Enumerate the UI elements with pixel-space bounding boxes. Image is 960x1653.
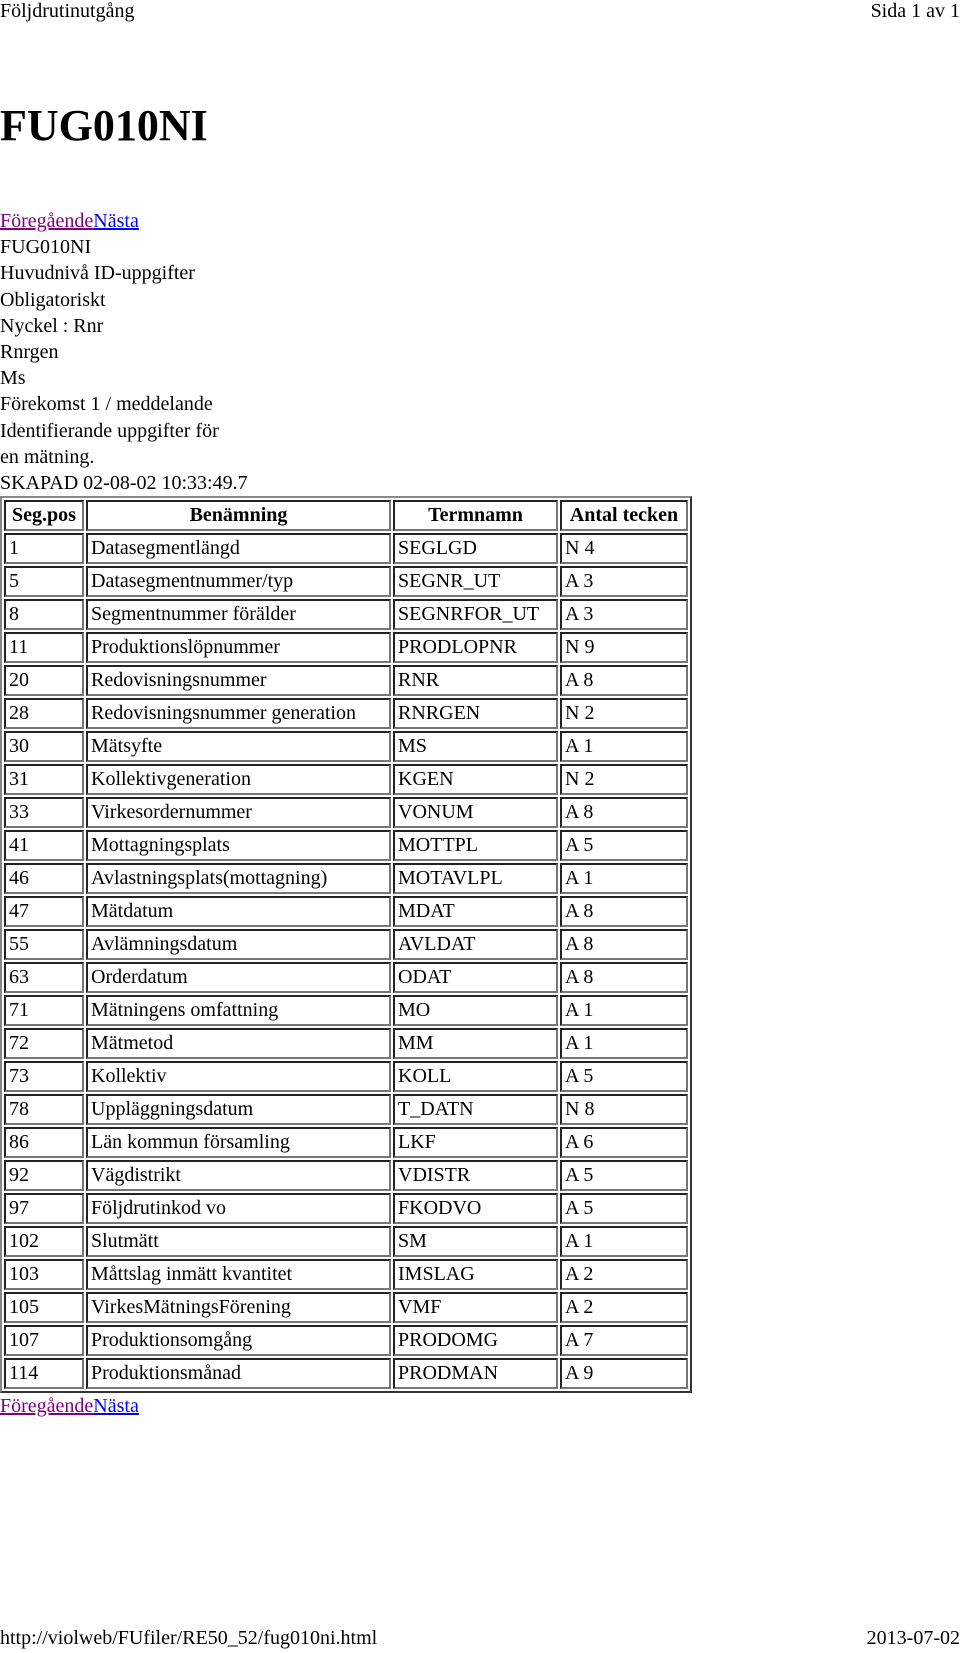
next-link[interactable]: Nästa — [93, 210, 139, 232]
cell-length: N 8 — [560, 1094, 688, 1125]
cell-name: VirkesMätningsFörening — [86, 1292, 391, 1323]
top-nav — [0, 208, 960, 234]
cell-name: Segmentnummer förälder — [86, 599, 391, 630]
table-row — [4, 1193, 688, 1224]
cell-segpos: 46 — [4, 863, 84, 894]
cell-term: MOTTPL — [393, 830, 558, 861]
cell-length: A 9 — [560, 1358, 688, 1389]
table-row — [4, 962, 688, 993]
info-line: Obligatoriskt — [0, 288, 106, 311]
cell-length: A 8 — [560, 896, 688, 927]
cell-length: A 1 — [560, 995, 688, 1026]
cell-length: A 2 — [560, 1292, 688, 1323]
cell-term: VONUM — [393, 797, 558, 828]
cell-length: A 3 — [560, 599, 688, 630]
table-row — [4, 995, 688, 1026]
cell-segpos: 86 — [4, 1127, 84, 1158]
main-content — [0, 208, 960, 1419]
cell-name: Mätmetod — [86, 1028, 391, 1059]
cell-name: Kollektivgeneration — [86, 764, 391, 795]
cell-name: Virkesordernummer — [86, 797, 391, 828]
cell-segpos: 1 — [4, 533, 84, 564]
cell-segpos: 78 — [4, 1094, 84, 1125]
cell-term: MM — [393, 1028, 558, 1059]
cell-term: MS — [393, 731, 558, 762]
cell-term: IMSLAG — [393, 1259, 558, 1290]
table-row — [4, 1259, 688, 1290]
cell-segpos: 11 — [4, 632, 84, 663]
cell-name: Datasegmentnummer/typ — [86, 566, 391, 597]
cell-name: Avlämningsdatum — [86, 929, 391, 960]
cell-length: A 8 — [560, 929, 688, 960]
cell-length: A 1 — [560, 1226, 688, 1257]
cell-length: A 5 — [560, 1061, 688, 1092]
cell-name: Produktionslöpnummer — [86, 632, 391, 663]
table-row — [4, 1127, 688, 1158]
cell-name: Slutmätt — [86, 1226, 391, 1257]
cell-name: Produktionsmånad — [86, 1358, 391, 1389]
column-header-name: Benämning — [86, 500, 391, 531]
info-line: Förekomst 1 / meddelande — [0, 393, 213, 416]
cell-name: Redovisningsnummer — [86, 665, 391, 696]
info-line: Identifierande uppgifter för — [0, 419, 219, 442]
cell-segpos: 47 — [4, 896, 84, 927]
cell-name: Måttslag inmätt kvantitet — [86, 1259, 391, 1290]
cell-term: SEGNR_UT — [393, 566, 558, 597]
table-row — [4, 1061, 688, 1092]
cell-segpos: 72 — [4, 1028, 84, 1059]
cell-length: A 1 — [560, 731, 688, 762]
cell-length: A 5 — [560, 1160, 688, 1191]
table-row — [4, 764, 688, 795]
column-header-term: Termnamn — [393, 500, 558, 531]
cell-segpos: 92 — [4, 1160, 84, 1191]
table-row — [4, 929, 688, 960]
cell-term: MOTAVLPL — [393, 863, 558, 894]
cell-length: N 2 — [560, 698, 688, 729]
table-row — [4, 533, 688, 564]
cell-term: FKODVO — [393, 1193, 558, 1224]
cell-segpos: 114 — [4, 1358, 84, 1389]
table-row — [4, 632, 688, 663]
cell-term: PRODLOPNR — [393, 632, 558, 663]
cell-name: Avlastningsplats(mottagning) — [86, 863, 391, 894]
cell-term: PRODMAN — [393, 1358, 558, 1389]
cell-length: A 1 — [560, 863, 688, 894]
page-header — [0, 0, 960, 24]
cell-segpos: 55 — [4, 929, 84, 960]
cell-segpos: 73 — [4, 1061, 84, 1092]
cell-segpos: 103 — [4, 1259, 84, 1290]
cell-name: Mottagningsplats — [86, 830, 391, 861]
cell-term: SEGLGD — [393, 533, 558, 564]
cell-length: A 8 — [560, 797, 688, 828]
cell-term: ODAT — [393, 962, 558, 993]
info-line: Ms — [0, 367, 26, 390]
table-row — [4, 566, 688, 597]
cell-term: T_DATN — [393, 1094, 558, 1125]
cell-term: VDISTR — [393, 1160, 558, 1191]
cell-name: Län kommun församling — [86, 1127, 391, 1158]
table-row — [4, 1028, 688, 1059]
page-footer — [0, 1627, 960, 1651]
cell-length: A 8 — [560, 665, 688, 696]
cell-segpos: 33 — [4, 797, 84, 828]
next-link-bottom[interactable]: Nästa — [93, 1395, 139, 1418]
cell-segpos: 31 — [4, 764, 84, 795]
table-row — [4, 1160, 688, 1191]
table-row — [4, 1358, 688, 1389]
cell-name: Vägdistrikt — [86, 1160, 391, 1191]
cell-length: N 2 — [560, 764, 688, 795]
cell-segpos: 8 — [4, 599, 84, 630]
cell-term: KGEN — [393, 764, 558, 795]
cell-term: SM — [393, 1226, 558, 1257]
cell-length: A 7 — [560, 1325, 688, 1356]
table-body — [4, 533, 688, 1389]
cell-segpos: 105 — [4, 1292, 84, 1323]
cell-name: Följdrutinkod vo — [86, 1193, 391, 1224]
table-row — [4, 665, 688, 696]
cell-name: Mätningens omfattning — [86, 995, 391, 1026]
info-line: Rnrgen — [0, 341, 59, 364]
info-line: FUG010NI — [0, 236, 92, 259]
cell-term: KOLL — [393, 1061, 558, 1092]
cell-segpos: 20 — [4, 665, 84, 696]
table-row — [4, 698, 688, 729]
table-header-row — [4, 500, 688, 531]
cell-length: A 6 — [560, 1127, 688, 1158]
cell-segpos: 28 — [4, 698, 84, 729]
cell-term: MDAT — [393, 896, 558, 927]
header-doc-title: Följdrutinutgång — [0, 0, 135, 22]
segment-table — [0, 496, 692, 1393]
prev-link[interactable]: Föregående — [0, 210, 94, 232]
cell-name: Produktionsomgång — [86, 1325, 391, 1356]
cell-name: Kollektiv — [86, 1061, 391, 1092]
table-row — [4, 599, 688, 630]
bottom-nav — [0, 1393, 960, 1419]
table-row — [4, 1325, 688, 1356]
prev-link-bottom[interactable]: Föregående — [0, 1395, 94, 1418]
table-row — [4, 896, 688, 927]
page-title: FUG010NI — [0, 101, 208, 150]
cell-segpos: 63 — [4, 962, 84, 993]
table-row — [4, 830, 688, 861]
cell-segpos: 107 — [4, 1325, 84, 1356]
info-block — [0, 234, 960, 496]
cell-segpos: 41 — [4, 830, 84, 861]
cell-length: A 1 — [560, 1028, 688, 1059]
cell-segpos: 5 — [4, 566, 84, 597]
table-row — [4, 797, 688, 828]
cell-length: A 2 — [560, 1259, 688, 1290]
cell-term: RNR — [393, 665, 558, 696]
cell-term: MO — [393, 995, 558, 1026]
column-header-length: Antal tecken — [560, 500, 688, 531]
table-row — [4, 1094, 688, 1125]
info-line: SKAPAD 02-08-02 10:33:49.7 — [0, 472, 248, 495]
column-header-segpos: Seg.pos — [4, 500, 84, 531]
cell-term: LKF — [393, 1127, 558, 1158]
cell-name: Uppläggningsdatum — [86, 1094, 391, 1125]
cell-term: SEGNRFOR_UT — [393, 599, 558, 630]
cell-length: A 5 — [560, 1193, 688, 1224]
header-page-number: Sida 1 av 1 — [870, 0, 960, 22]
cell-segpos: 97 — [4, 1193, 84, 1224]
cell-length: A 3 — [560, 566, 688, 597]
cell-segpos: 71 — [4, 995, 84, 1026]
table-row — [4, 1292, 688, 1323]
footer-url: http://violweb/FUfiler/RE50_52/fug010ni.html — [0, 1627, 378, 1649]
info-line: en mätning. — [0, 445, 95, 468]
info-line: Huvudnivå ID-uppgifter — [0, 262, 195, 285]
cell-name: Mätsyfte — [86, 731, 391, 762]
cell-name: Redovisningsnummer generation — [86, 698, 391, 729]
cell-length: A 8 — [560, 962, 688, 993]
cell-term: VMF — [393, 1292, 558, 1323]
cell-segpos: 30 — [4, 731, 84, 762]
cell-term: RNRGEN — [393, 698, 558, 729]
cell-length: A 5 — [560, 830, 688, 861]
cell-length: N 4 — [560, 533, 688, 564]
cell-segpos: 102 — [4, 1226, 84, 1257]
cell-name: Orderdatum — [86, 962, 391, 993]
cell-name: Datasegmentlängd — [86, 533, 391, 564]
table-row — [4, 1226, 688, 1257]
cell-length: N 9 — [560, 632, 688, 663]
table-row — [4, 863, 688, 894]
info-line: Nyckel : Rnr — [0, 314, 104, 337]
table-row — [4, 731, 688, 762]
cell-name: Mätdatum — [86, 896, 391, 927]
footer-date: 2013-07-02 — [866, 1627, 960, 1649]
cell-term: AVLDAT — [393, 929, 558, 960]
cell-term: PRODOMG — [393, 1325, 558, 1356]
